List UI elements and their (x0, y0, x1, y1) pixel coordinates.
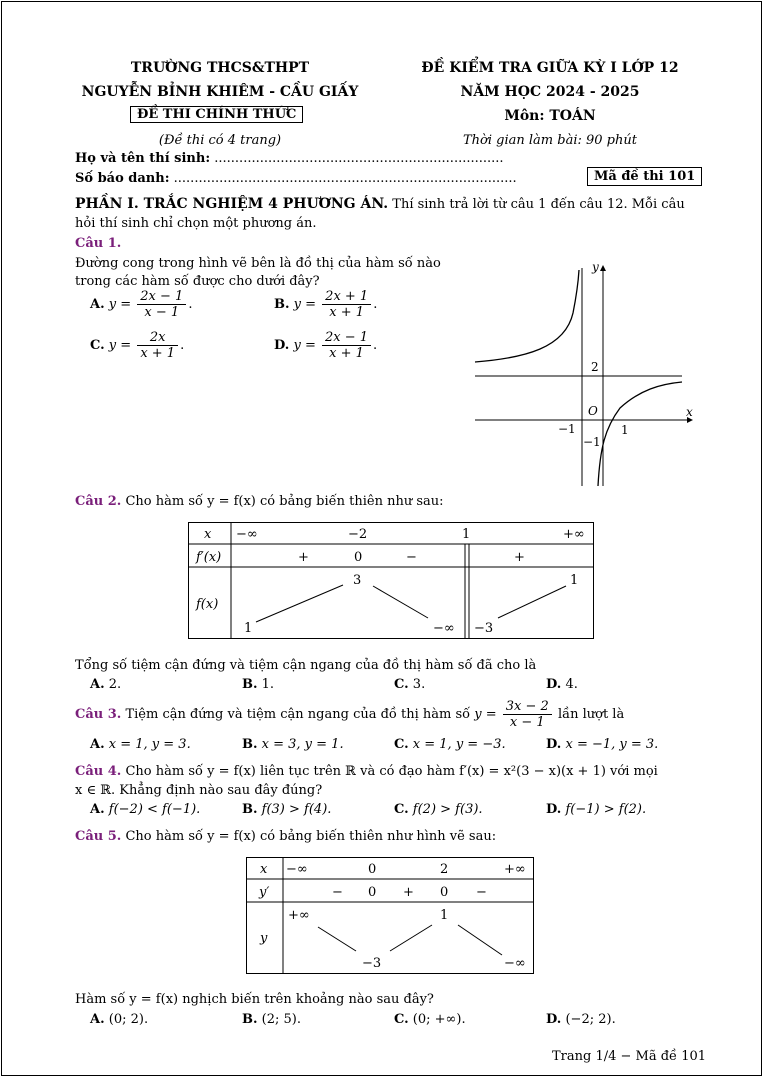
q1-option-d-lhs: y = (293, 338, 316, 353)
q5-val3: −∞ (504, 956, 526, 971)
q2-val1: 3 (353, 573, 362, 588)
q5-x2: 2 (440, 862, 449, 877)
q2-option-b[interactable]: B. 1. (242, 677, 275, 692)
q2-x1: −2 (348, 527, 368, 542)
q5-label: Câu 5. (75, 829, 122, 844)
candidate-name-row (75, 151, 504, 166)
q5-sign1: 0 (368, 885, 377, 900)
q5-x0: −∞ (286, 862, 308, 877)
q2-x3: +∞ (563, 527, 585, 542)
q1-function-graph (470, 258, 700, 490)
q5-val0: +∞ (288, 908, 310, 923)
q3-option-a[interactable]: A. x = 1, y = 3. (90, 737, 191, 752)
q1-option-b-frac: $\frac{2x + 1}{x + 1}$ (322, 289, 371, 320)
q2-x2: 1 (462, 527, 471, 542)
exam-code-box: Mã đề thi 101 (587, 167, 702, 186)
left-branch (475, 270, 579, 362)
exam-title: ĐỀ KIỂM TRA GIỮA KỲ I LỚP 12 (421, 60, 679, 76)
q2-val4: 1 (570, 573, 579, 588)
q1-option-b[interactable]: B. y = $\frac{2x + 1}{x + 1}$ . (274, 289, 378, 320)
q1-option-a-lhs: y = (108, 297, 132, 312)
q2-text: Cho hàm số y = f(x) có bảng biến thiên như sau: (125, 494, 444, 509)
tick-minus1-x: −1 (558, 422, 576, 436)
q1-option-a-frac: $\frac{2x - 1}{x - 1}$ (137, 289, 186, 320)
q2-label: Câu 2. (75, 494, 122, 509)
official-stamp: ĐỀ THI CHÍNH THỨC (130, 106, 303, 123)
candidate-id-label: Số báo danh: (75, 171, 170, 186)
q4-option-a[interactable]: A. f(−2) < f(−1). (90, 802, 201, 817)
part1-intro-2: hỏi thí sinh chỉ chọn một phương án. (75, 216, 317, 231)
q3-text-1: Tiệm cận đứng và tiệm cận ngang của đồ thị hàm số (125, 707, 471, 722)
q5-x3: +∞ (504, 862, 526, 877)
q2-fprime-header: f′(x) (196, 550, 222, 565)
q1-option-a[interactable]: A. y = $\frac{2x - 1}{x - 1}$ . (90, 289, 193, 320)
school-name-line2: NGUYỄN BỈNH KHIÊM - CẦU GIẤY (81, 84, 359, 100)
candidate-id-row (75, 171, 517, 186)
q4-option-d[interactable]: D. f(−1) > f(2). (546, 802, 647, 817)
q1-text-1: Đường cong trong hình vẽ bên là đồ thị của hàm số nào (75, 256, 441, 271)
q2-line (75, 494, 444, 509)
q5-val1: −3 (362, 956, 382, 971)
q5-question: Hàm số y = f(x) nghịch biến trên khoảng nào sau đây? (75, 992, 434, 1007)
q2-option-c[interactable]: C. 3. (394, 677, 426, 692)
q5-sign4: − (476, 885, 487, 900)
q5-line (75, 829, 496, 844)
tick-1: 1 (621, 423, 629, 437)
q1-option-c-lhs: y = (108, 338, 132, 353)
school-name-line1: TRƯỜNG THCS&THPT (130, 60, 310, 76)
q1-option-c[interactable]: C. y = $\frac{2x}{x + 1}$ . (90, 330, 185, 361)
exam-time: Thời gian làm bài: 90 phút (463, 133, 637, 148)
school-year: NĂM HỌC 2024 - 2025 (460, 84, 640, 100)
q2-sign2: − (406, 550, 417, 565)
q1-text-2: trong các hàm số được cho dưới đây? (75, 274, 320, 289)
y-axis-label: y (592, 260, 599, 274)
x-axis-label: x (686, 405, 693, 419)
q3-text-2: lần lượt là (557, 707, 625, 722)
candidate-name-dots: ...................................................................... (214, 151, 504, 166)
q5-text: Cho hàm số y = f(x) có bảng biến thiên như hình vẽ sau: (125, 829, 497, 844)
q4-option-b[interactable]: B. f(3) > f(4). (242, 802, 332, 817)
tick-2: 2 (591, 360, 599, 374)
q2-variation-table (188, 522, 596, 640)
q4-label: Câu 4. (75, 764, 122, 779)
q5-sign0: − (332, 885, 343, 900)
q2-val3: −3 (474, 621, 494, 636)
q2-sign3: + (514, 550, 525, 565)
q2-sign1: 0 (354, 550, 363, 565)
q3-option-c[interactable]: C. x = 1, y = −3. (394, 737, 506, 752)
candidate-name-label: Họ và tên thí sinh: (75, 151, 211, 166)
q5-option-b[interactable]: B. (2; 5). (242, 1012, 301, 1027)
q5-option-a[interactable]: A. (0; 2). (90, 1012, 149, 1027)
q5-option-d[interactable]: D. (−2; 2). (546, 1012, 616, 1027)
q1-option-a-key: A. (90, 297, 105, 312)
q1-option-c-key: C. (90, 338, 105, 353)
q3-label: Câu 3. (75, 707, 122, 722)
q5-variation-table (246, 857, 536, 975)
q5-sign3: 0 (440, 885, 449, 900)
pages-note: (Đề thi có 4 trang) (158, 133, 282, 148)
q5-option-c[interactable]: C. (0; +∞). (394, 1012, 466, 1027)
q2-val2: −∞ (433, 621, 455, 636)
q5-val2: 1 (440, 908, 449, 923)
q2-x0: −∞ (236, 527, 258, 542)
q4-text-1: Cho hàm số y = f(x) liên tục trên ℝ và có đạo hàm f′(x) = x²(3 − x)(x + 1) với mọi (125, 764, 658, 779)
part1-title: PHẦN I. TRẮC NGHIỆM 4 PHƯƠNG ÁN. (75, 196, 389, 212)
q5-x-header: x (260, 862, 268, 877)
q2-val0: 1 (244, 621, 253, 636)
q1-option-c-frac: $\frac{2x}{x + 1}$ (137, 330, 178, 361)
q2-option-a[interactable]: A. 2. (90, 677, 122, 692)
q5-y-header: y (260, 931, 268, 946)
origin-label: O (588, 404, 598, 418)
candidate-id-dots: ................................................................................... (173, 171, 517, 186)
q1-option-b-lhs: y = (293, 297, 317, 312)
q3-fraction: $\frac{3x - 2}{x - 1}$ (503, 699, 552, 730)
q2-f-header: f(x) (196, 597, 219, 612)
right-branch (598, 382, 682, 486)
q5-yprime-header: y′ (259, 885, 270, 900)
q4-option-c[interactable]: C. f(2) > f(3). (394, 802, 483, 817)
part1-heading (75, 196, 685, 212)
q3-option-b[interactable]: B. x = 3, y = 1. (242, 737, 344, 752)
q2-option-d[interactable]: D. 4. (546, 677, 578, 692)
q1-option-d[interactable]: D. y = $\frac{2x - 1}{x + 1}$ . (274, 330, 378, 361)
q3-option-d[interactable]: D. x = −1, y = 3. (546, 737, 659, 752)
q5-sign2: + (403, 885, 414, 900)
q1-label: Câu 1. (75, 236, 122, 251)
q3-line: Câu 3. Tiệm cận đứng và tiệm cận ngang của đồ thị hàm số y = $\frac{3x - 2}{x - 1}$ lần lượt là (75, 699, 625, 730)
q4-line-1 (75, 764, 658, 779)
q1-option-d-key: D. (274, 338, 290, 353)
q2-x-header: x (204, 527, 212, 542)
q2-sign0: + (298, 550, 309, 565)
q1-option-d-frac: $\frac{2x - 1}{x + 1}$ (322, 330, 371, 361)
q2-question: Tổng số tiệm cận đứng và tiệm cận ngang của đồ thị hàm số đã cho là (75, 658, 537, 673)
subject: Môn: TOÁN (504, 108, 596, 124)
tick-minus1-y: −1 (583, 435, 601, 449)
q5-x1: 0 (368, 862, 377, 877)
page-footer: Trang 1/4 − Mã đề 101 (552, 1049, 707, 1064)
part1-intro-1: Thí sinh trả lời từ câu 1 đến câu 12. Mỗi câu (388, 197, 685, 212)
q1-option-b-key: B. (274, 297, 290, 312)
q4-text-2: x ∈ ℝ. Khẳng định nào sau đây đúng? (75, 783, 323, 798)
